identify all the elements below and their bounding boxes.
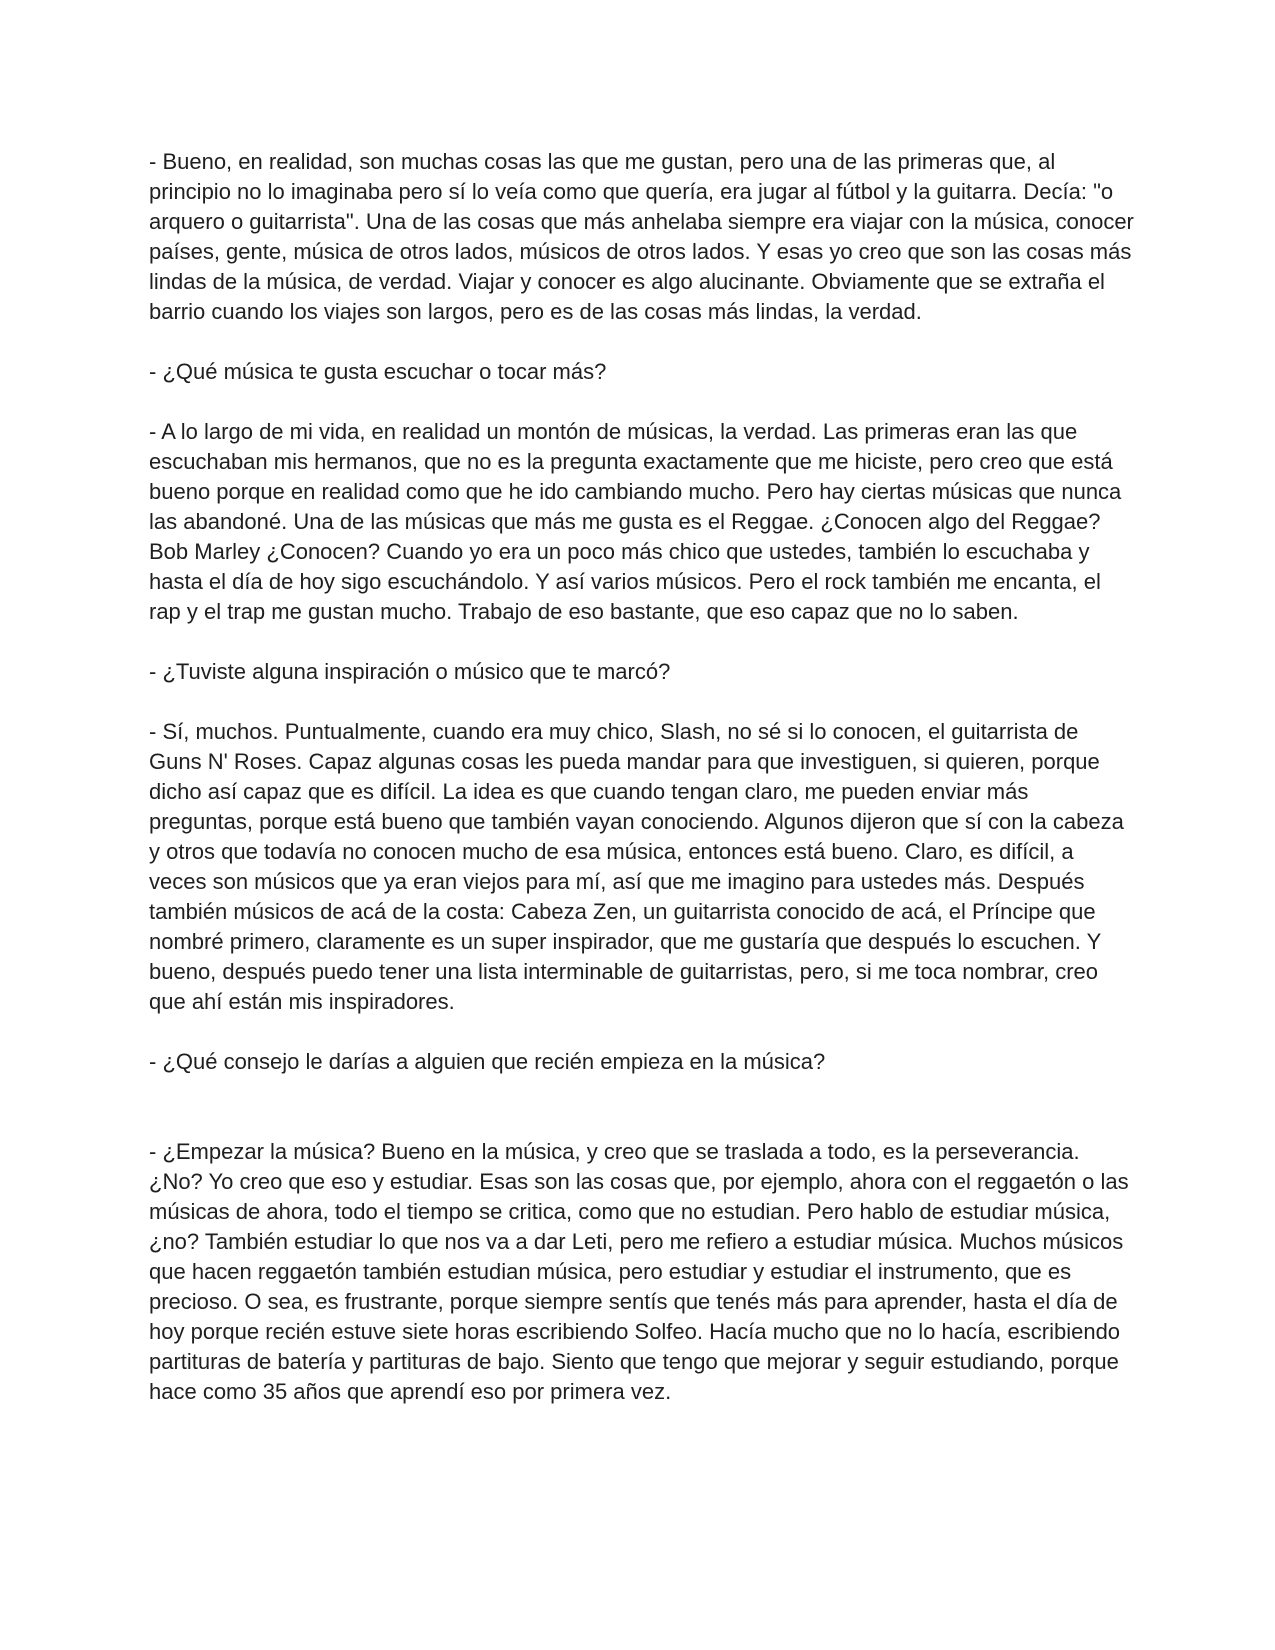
answer-paragraph-3: - Sí, muchos. Puntualmente, cuando era muy chico, Slash, no sé si lo conocen, el guitarrista de Guns N' Roses. Capaz algunas cosas les pueda mandar para que investiguen, si quieren, porque dicho así capaz que es difícil. La idea es que cuando tengan claro, me pueden enviar más preguntas, porque está bueno que también vayan conociendo. Algunos dijeron que sí con la cabeza y otros que todavía no conocen mucho de esa música, entonces está bueno. Claro, es difícil, a veces son músicos que ya eran viejos para mí, así que me imagino para ustedes más. Después también músicos de acá de la costa: Cabeza Zen, un guitarrista conocido de acá, el Príncipe que nombré primero, claramente es un super inspirador, que me gustaría que después lo escuchen. Y bueno, después puedo tener una lista interminable de guitarristas, pero, si me toca nombrar, creo que ahí están mis inspiradores. — [149, 719, 1124, 1014]
document-body — [149, 147, 1134, 1437]
question-paragraph-2: - ¿Tuviste alguna inspiración o músico que te marcó? — [149, 659, 671, 684]
answer-paragraph-4: - ¿Empezar la música? Bueno en la música, y creo que se traslada a todo, es la perseverancia. ¿No? Yo creo que eso y estudiar. Esas son las cosas que, por ejemplo, ahora con el reggaetón o las músicas de ahora, todo el tiempo se critica, como que no estudian. Pero hablo de estudiar música, ¿no? También estudiar lo que nos va a dar Leti, pero me refiero a estudiar música. Muchos músicos que hacen reggaetón también estudian música, pero estudiar y estudiar el instrumento, que es precioso. O sea, es frustrante, porque siempre sentís que tenés más para aprender, hasta el día de hoy porque recién estuve siete horas escribiendo Solfeo. Hacía mucho que no lo hacía, escribiendo partituras de batería y partituras de bajo. Siento que tengo que mejorar y seguir estudiando, porque hace como 35 años que aprendí eso por primera vez. — [149, 1139, 1129, 1404]
question-paragraph-3: - ¿Qué consejo le darías a alguien que recién empieza en la música? — [149, 1049, 826, 1074]
question-paragraph-1: - ¿Qué música te gusta escuchar o tocar más? — [149, 359, 607, 384]
answer-paragraph-2: - A lo largo de mi vida, en realidad un montón de músicas, la verdad. Las primeras eran las que escuchaban mis hermanos, que no es la pregunta exactamente que me hiciste, pero creo que está bueno porque en realidad como que he ido cambiando mucho. Pero hay ciertas músicas que nunca las abandoné. Una de las músicas que más me gusta es el Reggae. ¿Conocen algo del Reggae? Bob Marley ¿Conocen? Cuando yo era un poco más chico que ustedes, también lo escuchaba y hasta el día de hoy sigo escuchándolo. Y así varios músicos. Pero el rock también me encanta, el rap y el trap me gustan mucho. Trabajo de eso bastante, que eso capaz que no lo saben. — [149, 419, 1122, 624]
answer-paragraph-1: - Bueno, en realidad, son muchas cosas las que me gustan, pero una de las primeras que, al principio no lo imaginaba pero sí lo veía como que quería, era jugar al fútbol y la guitarra. Decía: "o arquero o guitarrista". Una de las cosas que más anhelaba siempre era viajar con la música, conocer países, gente, música de otros lados, músicos de otros lados. Y esas yo creo que son las cosas más lindas de la música, de verdad. Viajar y conocer es algo alucinante. Obviamente que se extraña el barrio cuando los viajes son largos, pero es de las cosas más lindas, la verdad. — [149, 149, 1134, 324]
